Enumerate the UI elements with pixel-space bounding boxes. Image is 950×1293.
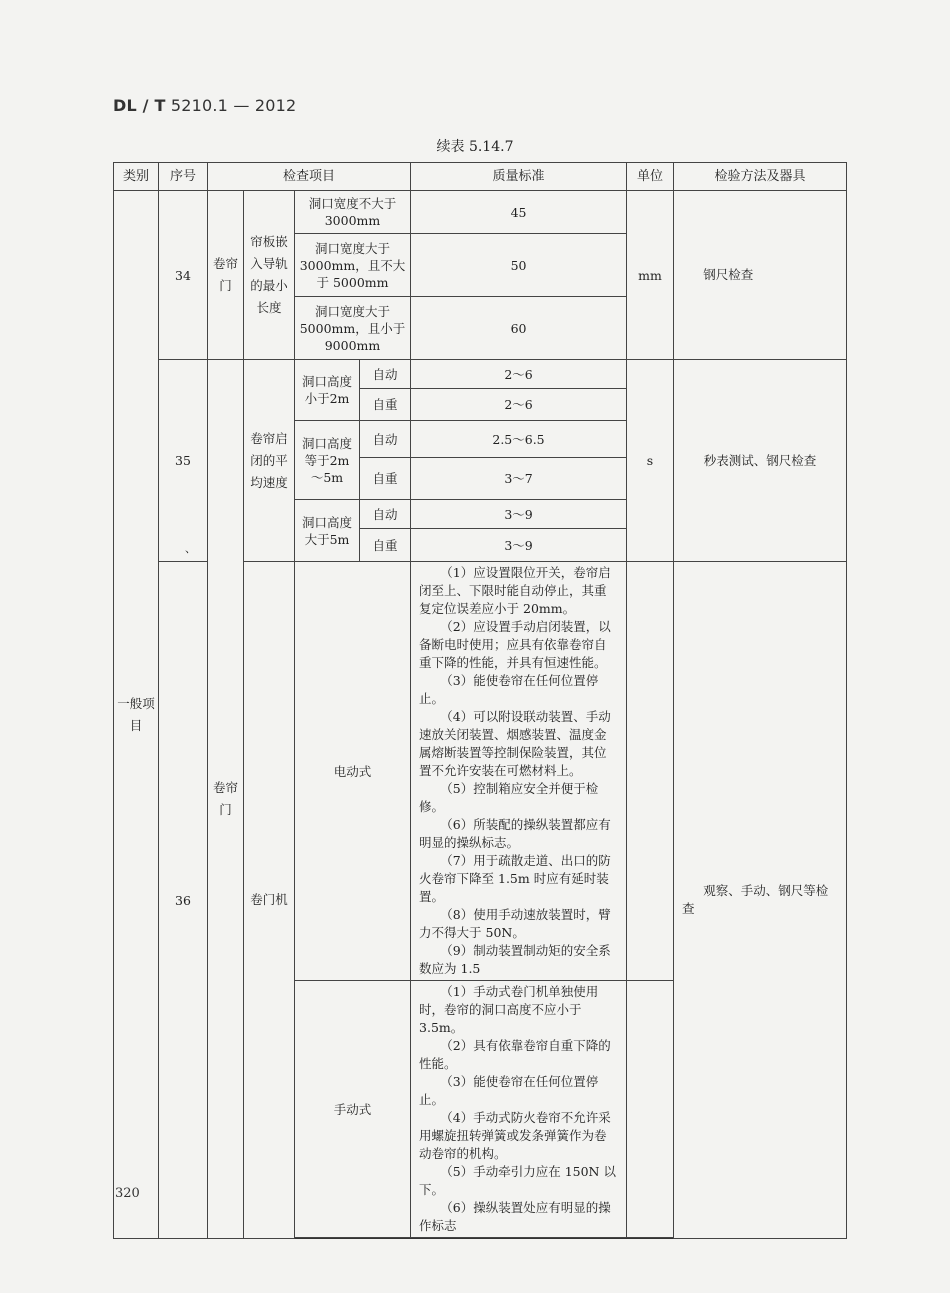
item-34: 帘板嵌入导轨的最小长度 xyxy=(244,191,295,360)
list-item: （6）所装配的操纵装置都应有明显的操纵标志。 xyxy=(419,817,611,850)
col-unit: 单位 xyxy=(627,163,674,191)
condition-34-2: 洞口宽度大于3000mm，且不大于 5000mm xyxy=(295,234,411,297)
list-item: （5）手动牵引力应在 150N 以下。 xyxy=(419,1164,616,1197)
col-seq: 序号 xyxy=(159,163,208,191)
standard-34-2: 50 xyxy=(411,234,627,297)
list-item: （3）能使卷帘在任何位置停止。 xyxy=(419,1074,599,1107)
standard-electric xyxy=(411,562,627,981)
method-36-text: 观察、手动、钢尺等检查 xyxy=(682,883,829,916)
list-item: （9）制动装置制动矩的安全系数应为 1.5 xyxy=(419,943,611,976)
list-item: （1）手动式卷门机单独使用时，卷帘的洞口高度不应小于 3.5m。 xyxy=(419,984,599,1035)
condition-35-3: 洞口高度大于5m xyxy=(295,500,360,562)
type-electric: 电动式 xyxy=(295,562,411,981)
unit-34: mm xyxy=(627,191,674,360)
doc-code: DL / T xyxy=(113,96,166,115)
unit-35: s xyxy=(627,360,674,562)
standard-35-3-weight: 3～9 xyxy=(411,529,627,562)
method-34-text: 钢尺检查 xyxy=(703,267,754,282)
list-item: （8）使用手动速放装置时，臂力不得大于 50N。 xyxy=(419,907,611,940)
seq-35-tick: 、 xyxy=(185,542,196,555)
mode-35-3-weight: 自重 xyxy=(360,529,411,562)
mode-35-1-weight: 自重 xyxy=(360,389,411,421)
group-34: 卷帘门 xyxy=(208,191,244,360)
unit-electric xyxy=(627,562,674,981)
inspection-table xyxy=(113,162,847,1239)
condition-34-3: 洞口宽度大于5000mm，且小于9000mm xyxy=(295,297,411,360)
standard-35-2-weight: 3～7 xyxy=(411,458,627,500)
standard-35-3-auto: 3～9 xyxy=(411,500,627,529)
standard-manual xyxy=(411,981,627,1238)
header-row xyxy=(114,163,847,191)
table-row xyxy=(114,191,847,234)
page-number: 320 xyxy=(115,1186,140,1201)
mode-35-1-auto: 自动 xyxy=(360,360,411,389)
method-36 xyxy=(674,562,847,1239)
method-35: 秒表测试、钢尺检查 xyxy=(674,360,847,562)
mode-35-3-auto: 自动 xyxy=(360,500,411,529)
seq-35-number: 35 xyxy=(175,453,191,468)
unit-manual xyxy=(627,981,674,1238)
list-item: （4）手动式防火卷帘不允许采用螺旋扭转弹簧或发条弹簧作为卷动卷帘的机构。 xyxy=(419,1110,611,1161)
item-35: 卷帘启闭的平均速度 xyxy=(244,360,295,562)
item-36: 卷门机 xyxy=(244,562,295,1239)
list-item: （2）具有依靠卷帘自重下降的性能。 xyxy=(419,1038,611,1071)
standard-35-1-weight: 2～6 xyxy=(411,389,627,421)
mode-35-2-weight: 自重 xyxy=(360,458,411,500)
col-item: 检查项目 xyxy=(208,163,411,191)
method-34 xyxy=(674,191,847,360)
condition-34-1: 洞口宽度不大于3000mm xyxy=(295,191,411,234)
standard-35-1-auto: 2～6 xyxy=(411,360,627,389)
seq-34: 34 xyxy=(159,191,208,360)
list-item: （1）应设置限位开关，卷帘启闭至上、下限时能自动停止，其重复定位误差应小于 20mm。 xyxy=(419,565,611,616)
list-item: （4）可以附设联动装置、手动速放关闭装置、烟感装置、温度金属熔断装置等控制保险装置，其位置不允许安装在可燃材料上。 xyxy=(419,709,611,778)
seq-35 xyxy=(159,360,208,562)
condition-35-1: 洞口高度小于2m xyxy=(295,360,360,421)
seq-36: 36 xyxy=(159,562,208,1239)
condition-35-2: 洞口高度等于2m～5m xyxy=(295,421,360,500)
col-method: 检验方法及器具 xyxy=(674,163,847,191)
category-cell: 一般项目 xyxy=(114,191,159,1239)
list-item: （6）操纵装置处应有明显的操作标志 xyxy=(419,1200,611,1233)
standard-35-2-auto: 2.5～6.5 xyxy=(411,421,627,458)
mode-35-2-auto: 自动 xyxy=(360,421,411,458)
table-row xyxy=(114,360,847,389)
list-item: （3）能使卷帘在任何位置停止。 xyxy=(419,673,599,706)
table-caption: 续表 5.14.7 xyxy=(436,139,514,155)
standard-34-3: 60 xyxy=(411,297,627,360)
document-header xyxy=(113,96,296,115)
col-category: 类别 xyxy=(114,163,159,191)
doc-number: 5210.1 — 2012 xyxy=(170,96,297,115)
list-item: （5）控制箱应安全并便于检修。 xyxy=(419,781,599,814)
list-item: （2）应设置手动启闭装置，以备断电时使用；应具有依靠卷帘自重下降的性能，并具有恒速性能。 xyxy=(419,619,611,670)
group-35-36: 卷帘门 xyxy=(208,360,244,1239)
list-item: （7）用于疏散走道、出口的防火卷帘下降至 1.5m 时应有延时装置。 xyxy=(419,853,611,904)
standard-34-1: 45 xyxy=(411,191,627,234)
col-standard: 质量标准 xyxy=(411,163,627,191)
type-manual: 手动式 xyxy=(295,981,411,1238)
